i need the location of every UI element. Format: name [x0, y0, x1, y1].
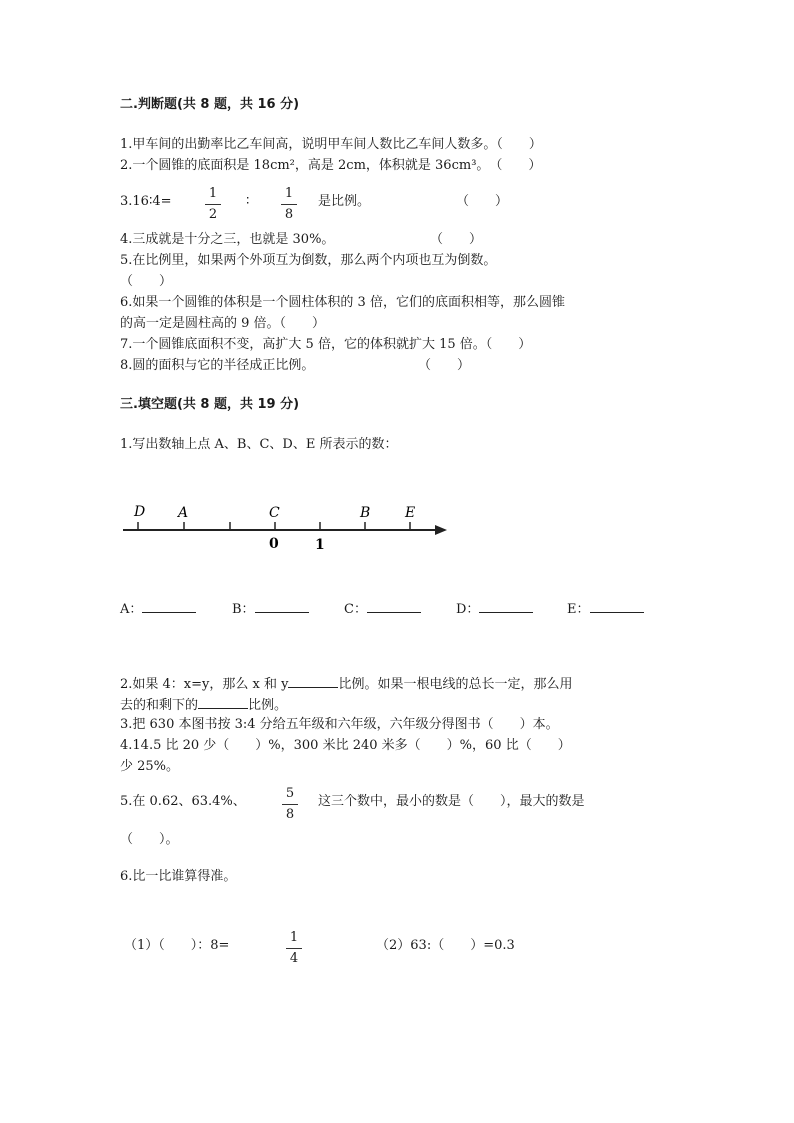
ratio-colon: ∶ [246, 194, 250, 209]
question-text: 1.写出数轴上点 A、B、C、D、E 所表示的数： [120, 437, 398, 452]
question-text: 7.一个圆锥底面积不变，高扩大 5 倍，它的体积就扩大 15 倍。（ ） [120, 337, 532, 352]
answer-paren: （ ） [418, 358, 471, 373]
arrow-icon [435, 525, 447, 535]
question-text: 是比例。 [318, 194, 371, 209]
fraction-bar [282, 804, 298, 805]
fraction-denominator: 8 [285, 807, 295, 822]
question-text [120, 696, 287, 714]
question-text: 2.一个圆锥的底面积是 18cm²，高是 2cm，体积就是 36cm³。 （ ） [120, 158, 542, 173]
answer-label: A： [120, 602, 143, 617]
question-text: 8.圆的面积与它的半径成正比例。 [120, 358, 315, 373]
question-text: 3.把 630 本图书按 3:4 分给五年级和六年级，六年级分得图书（ ）本。 [120, 717, 559, 732]
fraction [203, 187, 223, 222]
question-text: 4.14.5 比 20 少（ ）%，300 米比 240 米多（ ）%，60 比（ ） [120, 738, 571, 753]
question-text-part: 去的和剩下的 [120, 698, 199, 713]
fraction-numerator: 1 [289, 930, 299, 945]
question-text: （ ）。 [120, 832, 179, 847]
answer-blank[interactable] [288, 675, 338, 688]
question-text: （2）63:（ ）=0.3 [376, 938, 515, 953]
answer-field[interactable] [232, 600, 309, 618]
question-text [120, 675, 572, 693]
fraction-denominator: 2 [208, 207, 218, 222]
answer-blank[interactable] [479, 600, 533, 613]
fraction-numerator: 5 [285, 786, 295, 801]
tick-label-zero: 0 [269, 536, 279, 552]
answer-label: D： [456, 602, 480, 617]
question-text: 5.在 0.62、63.4%、 [120, 794, 246, 809]
answer-blank[interactable] [142, 600, 196, 613]
section-title: 二.判断题(共 8 题，共 16 分) [120, 97, 300, 112]
question-text: 3.16∶4= [120, 194, 172, 209]
answer-field[interactable] [456, 600, 533, 618]
question-text: 1.甲车间的出勤率比乙车间高，说明甲车间人数比乙车间人数多。（ ） [120, 137, 542, 152]
section-title: 三.填空题(共 8 题，共 19 分) [120, 397, 300, 412]
question-text: （1）（ ）：8= [124, 938, 230, 953]
answer-blank[interactable] [590, 600, 644, 613]
question-text: 6.如果一个圆锥的体积是一个圆柱体积的 3 倍，它们的底面积相等，那么圆锥 [120, 295, 565, 310]
question-text-part: 比例。 [248, 698, 288, 713]
fraction [280, 787, 300, 822]
answer-paren: （ ） [120, 274, 173, 289]
fraction-numerator: 1 [208, 186, 218, 201]
point-label: E [405, 505, 416, 521]
number-line [115, 495, 455, 555]
answer-blank[interactable] [198, 696, 248, 709]
answer-blank[interactable] [255, 600, 309, 613]
fraction-bar [286, 948, 302, 949]
point-label: B [360, 505, 371, 521]
answer-label: B： [232, 602, 255, 617]
question-text: 6.比一比谁算得准。 [120, 869, 237, 884]
fraction [284, 931, 304, 966]
answer-paren: （ ） [456, 194, 509, 209]
question-text-part: 比例。如果一根电线的总长一定，那么用 [338, 677, 573, 692]
question-text: 这三个数中，最小的数是（ ），最大的数是 [318, 794, 585, 809]
fraction-numerator: 1 [284, 186, 294, 201]
answer-field[interactable] [120, 600, 196, 618]
question-text: 5.在比例里，如果两个外项互为倒数，那么两个内项也互为倒数。 [120, 253, 497, 268]
question-text: 的高一定是圆柱高的 9 倍。（ ） [120, 316, 326, 331]
fraction [279, 187, 299, 222]
question-text-part: 2.如果 4：x=y，那么 x 和 y [120, 677, 289, 692]
tick-label-one: 1 [315, 537, 325, 553]
point-label: C [269, 505, 280, 521]
answer-blank[interactable] [367, 600, 421, 613]
answer-field[interactable] [344, 600, 421, 618]
fraction-denominator: 8 [284, 207, 294, 222]
fraction-bar [281, 204, 297, 205]
question-text: 少 25%。 [120, 759, 180, 774]
point-label: D [134, 504, 146, 520]
fraction-bar [205, 204, 221, 205]
answer-label: E： [567, 602, 590, 617]
answer-label: C： [344, 602, 367, 617]
fraction-denominator: 4 [289, 951, 299, 966]
answer-field[interactable] [567, 600, 644, 618]
point-label: A [178, 505, 189, 521]
question-text: 4.三成就是十分之三，也就是 30%。 [120, 232, 335, 247]
answer-paren: （ ） [430, 232, 483, 247]
